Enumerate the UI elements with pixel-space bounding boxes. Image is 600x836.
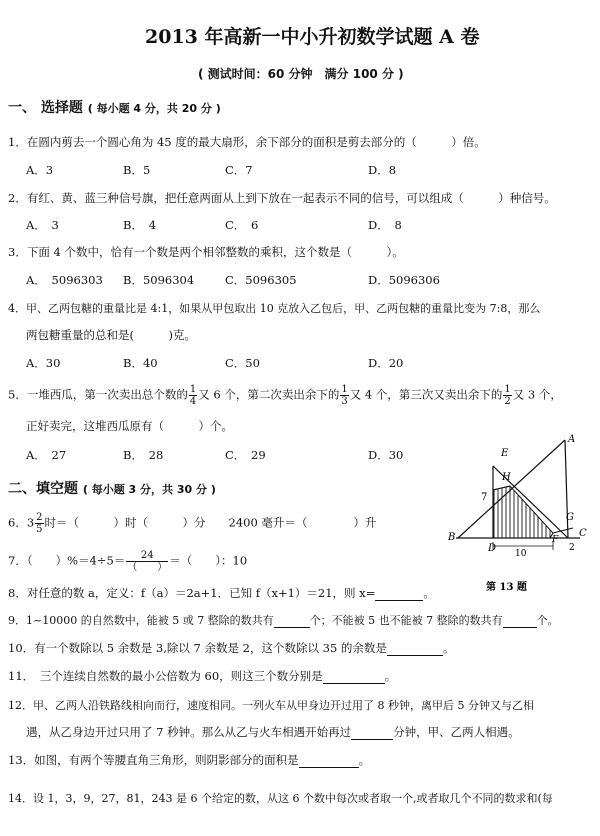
answer-blank — [387, 643, 443, 656]
answer-blank — [299, 755, 359, 768]
label-f: F — [552, 535, 559, 545]
label-c: C — [579, 528, 587, 539]
fraction-two-fifths — [35, 512, 43, 535]
q9-text-1: 9．1~10000 的自然数中，能被 5 或 7 整除的数共有 — [8, 614, 274, 627]
q11-text-2: 。 — [384, 669, 397, 683]
question-14: 14．设 1，3，9，27，81，243 是 6 个给定的数，从这 6 个数中每次或者取一个,或者取几个不同的数求和(每 — [8, 792, 553, 805]
section-title: 二、填空题 — [8, 481, 78, 497]
question-6 — [8, 512, 376, 535]
q9-text-3: 个。 — [536, 614, 559, 627]
section-note: ( 每小题 4 分，共 20 分 ) — [87, 102, 221, 115]
exam-info: ( 测试时间：60 分钟 满分 100 分 ) — [198, 67, 404, 81]
option-b: B．5096304 — [123, 273, 195, 287]
option-a: A．3 — [26, 163, 54, 177]
option-d: D．30 — [368, 448, 404, 462]
q8-text-2: 。 — [423, 586, 435, 600]
question-4-line1: 4．甲、乙两包糖的重量比是 4:1，如果从甲包取出 10 克放入乙包后，甲、乙两包糖的重量比变为 7:8，那么 — [8, 302, 541, 315]
option-b: B．5 — [123, 163, 151, 177]
numerator: 1 — [341, 384, 348, 395]
section-note: ( 每小题 3 分，共 30 分 ) — [82, 483, 216, 496]
question-11 — [8, 668, 396, 684]
section-title: 一、 选择题 — [8, 100, 83, 116]
option-a: A． 5096303 — [26, 273, 103, 287]
q12-text-2: 分钟，甲、乙两人相遇。 — [393, 725, 520, 739]
option-b: B． 28 — [123, 448, 164, 462]
option-a: A． 27 — [26, 448, 67, 462]
q11-text-1: 11． 三个连续自然数的最小公倍数为 60，则这三个数分别是 — [8, 669, 323, 683]
option-d: D． 8 — [368, 218, 402, 232]
section-heading-choice — [8, 97, 221, 117]
denominator: 4 — [189, 396, 197, 407]
q13-text-2: 。 — [358, 753, 371, 767]
section-heading-fill — [8, 478, 216, 498]
edge-ac — [565, 440, 568, 538]
option-b: B． 4 — [123, 218, 157, 232]
denominator: （ ） — [127, 562, 168, 573]
label-seven: 7 — [481, 492, 488, 503]
q5-text-4: 又 3 个， — [512, 387, 562, 402]
question-3: 3．下面 4 个数中，恰有一个数是两个相邻整数的乘积，这个数是（ ）。 — [8, 245, 404, 259]
question-8 — [8, 585, 435, 601]
label-a: A — [568, 434, 576, 445]
question-1: 1．在圆内剪去一个圆心角为 45 度的最大扇形，余下部分的面积是剪去部分的（ ）倍。 — [8, 135, 486, 149]
question-10 — [8, 640, 454, 656]
label-e: E — [501, 448, 509, 459]
numerator: 1 — [504, 384, 511, 395]
fraction-24 — [126, 550, 168, 573]
question-7 — [8, 550, 247, 573]
label-ten: 10 — [515, 549, 527, 559]
figure-13 — [448, 428, 594, 598]
fraction-half — [503, 384, 511, 407]
question-5-line2: 正好卖完，这堆西瓜原有（ ）个。 — [26, 419, 233, 433]
numerator: 2 — [36, 512, 43, 523]
fraction-quarter — [189, 384, 197, 407]
answer-blank — [351, 727, 393, 740]
option-c: C． 29 — [225, 448, 266, 462]
option-b: B．40 — [123, 356, 158, 370]
q10-text-1: 10．有一个数除以 5 余数是 3,除以 7 余数是 2，这个数除以 35 的余数是 — [8, 641, 387, 655]
q12-text-1: 遇，从乙身边开过只用了 7 秒钟。那么从乙与火车相遇开始再过 — [26, 725, 352, 739]
question-12-line2 — [26, 724, 520, 740]
figure-caption: 第 13 题 — [486, 582, 527, 593]
answer-blank — [375, 588, 423, 601]
label-two: 2 — [569, 543, 575, 553]
option-d: D．8 — [368, 163, 397, 177]
option-c: C．5096305 — [225, 273, 297, 287]
question-13 — [8, 752, 370, 768]
fraction-third — [340, 384, 348, 407]
question-2: 2．有红、黄、蓝三种信号旗，把任意两面从上到下放在一起表示不同的信号，可以组成（ ）种信号。 — [8, 191, 556, 205]
q8-text-1: 8．对任意的数 a，定义：f（a）＝2a+1．已知 f（x+1）＝21，则 x= — [8, 586, 376, 600]
option-c: C． 6 — [225, 218, 259, 232]
page-title: 2013 年高新一中小升初数学试题 A 卷 — [145, 26, 480, 48]
label-b: B — [448, 532, 456, 543]
edge-q — [553, 528, 573, 533]
answer-blank — [323, 671, 385, 684]
q6-text-2: 时＝（ ）时（ ）分 2400 毫升＝（ ）升 — [44, 515, 377, 530]
q10-text-2: 。 — [442, 641, 455, 655]
shaded-region — [493, 486, 553, 538]
label-h: H — [502, 472, 511, 483]
option-a: A．30 — [26, 356, 61, 370]
q7-text-2: ＝（ ）：10 — [169, 553, 248, 568]
question-4-line2: 两包糖重量的总和是( )克。 — [26, 328, 196, 342]
question-12-line1: 12．甲、乙两人沿铁路线相向而行，速度相同。一列火车从甲身边开过用了 8 秒钟，离甲后 5 分钟又与乙相 — [8, 699, 534, 712]
option-c: C．50 — [225, 356, 260, 370]
denominator: 5 — [36, 524, 43, 535]
q7-text-1: 7．（ ）%＝4÷5＝ — [8, 553, 126, 568]
option-d: D．5096306 — [368, 273, 440, 287]
q5-text-2: 又 6 个，第二次卖出余下的 — [198, 387, 340, 402]
answer-blank — [274, 615, 310, 628]
numerator: 24 — [126, 550, 168, 562]
label-g: G — [566, 512, 574, 523]
q9-text-2: 个；不能被 5 也不能被 7 整除的数共有 — [309, 614, 503, 627]
answer-blank — [503, 615, 537, 628]
option-d: D．20 — [368, 356, 404, 370]
denominator: 3 — [341, 396, 348, 407]
q5-text-3: 又 4 个，第三次又卖出余下的 — [349, 387, 503, 402]
option-c: C．7 — [225, 163, 253, 177]
q6-text-1: 6．3 — [8, 515, 35, 530]
numerator: 1 — [189, 384, 197, 395]
question-5-line1 — [8, 384, 562, 407]
option-a: A． 3 — [26, 218, 59, 232]
q13-text-1: 13．如图，有两个等腰直角三角形，则阴影部分的面积是 — [8, 753, 299, 767]
label-d: D — [488, 543, 497, 554]
denominator: 2 — [504, 396, 511, 407]
question-9 — [8, 612, 559, 628]
q5-text-1: 5．一堆西瓜，第一次卖出总个数的 — [8, 387, 188, 402]
